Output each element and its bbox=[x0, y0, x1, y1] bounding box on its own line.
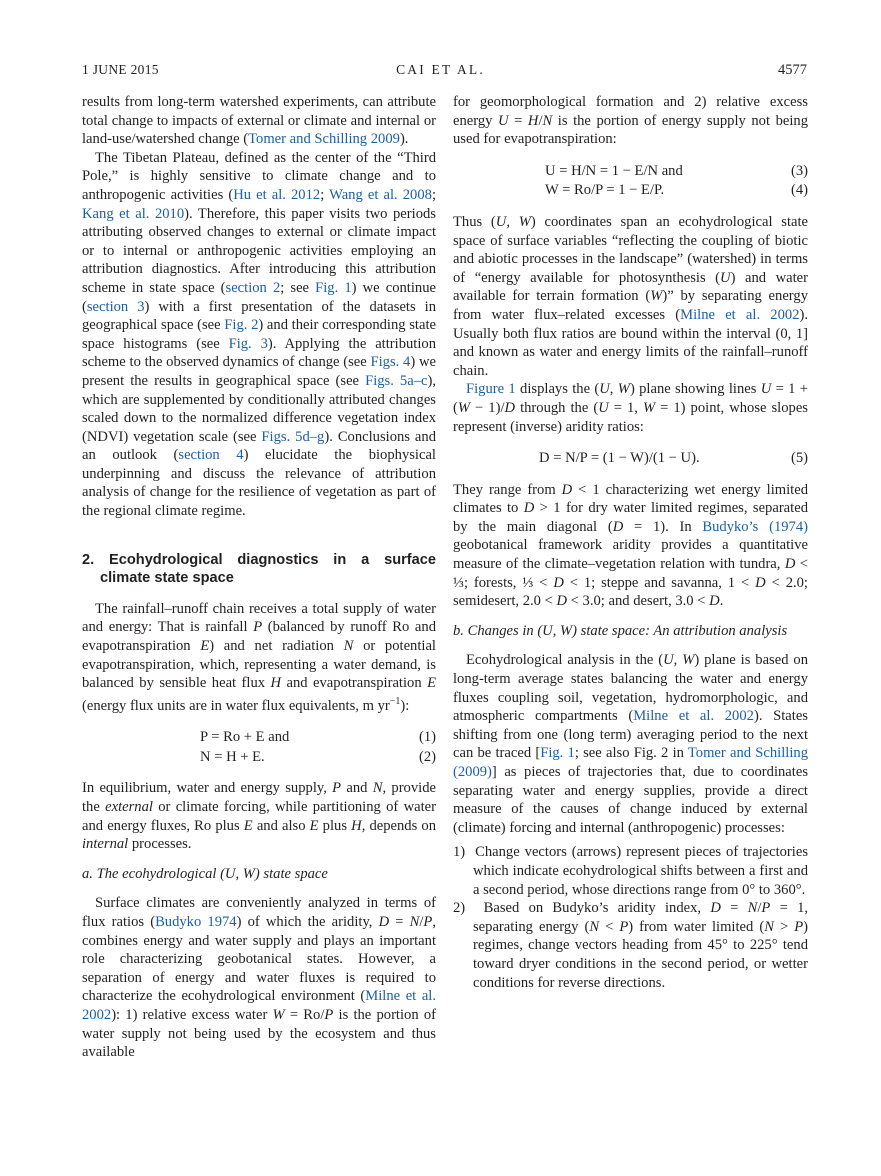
subsection-heading: b. Changes in (U, W) state space: An attribution analysis bbox=[453, 622, 788, 639]
italic-text: N bbox=[542, 112, 553, 129]
italic-text: W bbox=[682, 652, 695, 669]
text-run: < 1; steppe and savanna, 1 < bbox=[563, 574, 756, 591]
citation-link[interactable]: Figs. 5a–c bbox=[365, 372, 428, 389]
text-run: ) from water limited ( bbox=[628, 918, 765, 935]
paragraph bbox=[453, 380, 808, 436]
italic-text: D bbox=[504, 399, 516, 416]
text-run: or potential evapotranspiration, which, representing a water demand, is balanced by sensible heat flux bbox=[82, 638, 436, 692]
text-run: results from long-term watershed experiments, can attribute total change to impacts of external or climate and internal or land-use/watershed change ( bbox=[82, 94, 436, 148]
citation-link[interactable]: section 3 bbox=[86, 298, 145, 315]
text-run: 2) Based on Budyko’s aridity index, bbox=[453, 900, 711, 917]
italic-text: D bbox=[755, 574, 766, 591]
citation-link[interactable]: Budyko 1974 bbox=[155, 914, 237, 931]
italic-text: U bbox=[498, 112, 509, 129]
italic-text: D bbox=[553, 574, 564, 591]
text-run: / bbox=[419, 914, 424, 931]
text-run: , combines energy and water supply and plays an important role characterizing geobotanical states. However, a separation of energy and water fluxes is required to characterize the ecohydrological environment ( bbox=[82, 914, 436, 1005]
text-run: , provide the bbox=[82, 780, 436, 816]
text-run: ) with a first presentation of the datasets in geographical space (see bbox=[82, 298, 436, 334]
italic-text: D bbox=[561, 481, 573, 498]
text-run: ): 1) relative excess water bbox=[111, 1006, 273, 1023]
text-run: ) and net radiation bbox=[209, 638, 344, 655]
text-run: ) and their corresponding state space histograms (see bbox=[82, 317, 436, 352]
equation-2 bbox=[82, 748, 436, 767]
italic-text: E bbox=[309, 817, 319, 834]
text-run: < ⅓; forests, ⅓ < bbox=[453, 556, 808, 591]
text-run: / bbox=[538, 112, 543, 129]
text-run: ) and water available for terrain formation ( bbox=[453, 269, 808, 305]
italic-text: N bbox=[372, 780, 383, 797]
paragraph bbox=[82, 779, 436, 853]
text-run: ), which are supplemented by conditionally attributed changes scaled down to the normalized difference vegetation index (NDVI) vegetation scale (see bbox=[82, 372, 436, 445]
citation-link[interactable]: Figs. 5d–g bbox=[261, 428, 325, 445]
equation-number: (1) bbox=[418, 729, 436, 746]
text-run: ; bbox=[431, 186, 436, 203]
text-run: > 1 for dry water limited regimes, separated by the main diagonal ( bbox=[453, 500, 808, 535]
subsection-heading: a. The ecohydrological (U, W) state space bbox=[82, 865, 328, 882]
text-run: is the portion of energy supply not being used for evapotranspiration: bbox=[453, 112, 808, 148]
text-run: < bbox=[599, 918, 620, 935]
italic-text: N bbox=[764, 918, 774, 935]
running-head-authors: CAI ET AL. bbox=[396, 62, 485, 77]
italic-text: D bbox=[523, 500, 535, 517]
text-run: through the ( bbox=[515, 399, 599, 416]
text-run: , bbox=[609, 381, 618, 398]
text-run: processes. bbox=[128, 836, 192, 853]
citation-link[interactable]: Milne et al. 2002 bbox=[680, 306, 800, 323]
text-run: and bbox=[341, 780, 373, 797]
citation-link[interactable]: Fig. 3 bbox=[228, 335, 268, 352]
text-run: ). Usually both flux ratios are bound within the interval (0, 1] and known as water and energy limits of the rainfall–runoff chain. bbox=[453, 306, 808, 379]
italic-text: W bbox=[642, 399, 656, 416]
equation-3 bbox=[453, 162, 808, 181]
text-run: , depends on bbox=[361, 817, 436, 834]
text-run: = Ro/ bbox=[284, 1006, 325, 1023]
italic-text: P bbox=[619, 918, 629, 935]
italic-text: P bbox=[423, 914, 433, 931]
italic-text: W bbox=[518, 213, 531, 230]
italic-text: U bbox=[663, 652, 674, 669]
citation-link[interactable]: Milne et al. 2002 bbox=[633, 708, 754, 725]
text-run: ; see also Fig. 2 in bbox=[574, 745, 688, 762]
citation-link[interactable]: Wang et al. 2008 bbox=[329, 186, 432, 203]
paragraph bbox=[453, 651, 808, 837]
text-run: ) regimes, change vectors heading from 45° to 225° tend toward dryer conditions in the second period, or wetter conditions for reverse directions. bbox=[473, 918, 809, 991]
italic-text: U bbox=[760, 381, 772, 398]
citation-link[interactable]: Kang et al. 2010 bbox=[82, 205, 185, 222]
paragraph bbox=[82, 149, 436, 521]
italic-text: D bbox=[784, 556, 796, 573]
italic-text: U bbox=[599, 381, 610, 398]
text-run: In equilibrium, water and energy supply, bbox=[82, 780, 333, 797]
text-run: = 1 + ( bbox=[453, 381, 808, 416]
text-run: = bbox=[389, 914, 410, 931]
equation-body: N = H + E. bbox=[200, 748, 265, 765]
italic-text: E bbox=[200, 638, 210, 655]
right-column bbox=[453, 93, 808, 992]
text-run: ) elucidate the biophysical underpinning and discuss the relevance of attribution analysis of change for the resilience of vegetation as part of the regional climate regime. bbox=[82, 447, 436, 520]
italic-text: H bbox=[351, 817, 362, 834]
text-run: for geomorphological formation and 2) relative excess energy bbox=[453, 94, 808, 129]
italic-text: N bbox=[589, 918, 600, 935]
left-column bbox=[82, 93, 436, 1062]
section-heading: 2. Ecohydrological diagnostics in a surface climate state space bbox=[82, 551, 436, 587]
list-item bbox=[453, 843, 808, 899]
text-run: ). States shifting from one (long term) averaging period to the next can be traced [ bbox=[453, 708, 808, 762]
italic-text: D bbox=[612, 518, 624, 535]
text-run: geobotanical framework aridity provides a quantitative measure of the climate–vegetation relation with tundra, bbox=[453, 537, 808, 573]
equation-5 bbox=[453, 449, 808, 468]
equation-number: (4) bbox=[790, 182, 808, 199]
text-run: ): bbox=[400, 697, 410, 714]
text-run: They range from bbox=[453, 481, 562, 498]
italic-text: W bbox=[457, 399, 471, 416]
text-run: plus bbox=[318, 817, 352, 834]
italic-text: D bbox=[710, 900, 721, 917]
italic-text: W bbox=[617, 381, 630, 398]
paragraph bbox=[453, 481, 808, 611]
text-run: . bbox=[719, 593, 724, 610]
italic-text: N bbox=[409, 914, 420, 931]
italic-text: internal bbox=[82, 836, 129, 853]
text-run: , bbox=[673, 652, 683, 669]
equation-body: P = Ro + E and bbox=[200, 729, 290, 746]
text-run: ) coordinates span an ecohydrological state space of surface variables “reflecting the coupling of biotic and abiotic processes in the landscape” (watershed) in terms of “energy available for photosynthesis ( bbox=[453, 213, 809, 286]
italic-text: D bbox=[556, 593, 568, 610]
text-run: ). Therefore, this paper visits two periods attributing observed changes to external or climate impact or to internal or anthropogenic activities employing an attribution diagnostics. After introducing this attribution scheme in state space ( bbox=[82, 205, 436, 296]
text-run: ) we present the results in geographical space (see bbox=[82, 354, 436, 389]
text-run: displays the ( bbox=[515, 381, 600, 398]
text-run: < 1 characterizing wet energy limited climates to bbox=[453, 481, 808, 517]
italic-text: D bbox=[709, 593, 720, 610]
text-run: (balanced by runoff Ro and evapotranspiration bbox=[82, 619, 436, 655]
italic-text: N bbox=[343, 638, 354, 655]
running-head-date: 1 JUNE 2015 bbox=[82, 62, 159, 77]
text-run: The Tibetan Plateau, defined as the center of the “Third Pole,” is highly sensitive to climate change and to anthropogenic activities ( bbox=[82, 149, 436, 203]
paragraph bbox=[82, 600, 436, 715]
text-run: = 1) point, whose slopes represent (inverse) aridity ratios: bbox=[453, 399, 808, 435]
text-run: ; bbox=[320, 186, 330, 203]
text-run: = bbox=[720, 900, 748, 917]
text-run: = 1, separating energy ( bbox=[473, 900, 809, 935]
paragraph bbox=[82, 894, 436, 1061]
italic-text: U bbox=[720, 269, 731, 286]
citation-link[interactable]: Milne et al. 2002 bbox=[82, 988, 436, 1023]
equation-number: (2) bbox=[418, 748, 436, 765]
text-run: ) we continue ( bbox=[82, 279, 436, 315]
text-run: ; see bbox=[280, 279, 316, 296]
text-run: / bbox=[757, 900, 762, 917]
text-run: Thus ( bbox=[453, 213, 496, 230]
equation-body: D = N/P = (1 − W)/(1 − U). bbox=[539, 450, 700, 467]
text-run: < 2.0; semidesert, 2.0 < bbox=[453, 574, 808, 610]
equation-1 bbox=[82, 728, 436, 747]
italic-text: P bbox=[324, 1006, 334, 1023]
italic-text: W bbox=[650, 288, 663, 305]
italic-text: N bbox=[747, 900, 758, 917]
citation-link[interactable]: Tomer and Schilling (2009) bbox=[453, 745, 808, 780]
citation-link[interactable]: Figure 1 bbox=[466, 381, 516, 398]
italic-text: E bbox=[427, 675, 436, 692]
citation-link[interactable]: Budyko’s (1974) bbox=[702, 518, 808, 535]
text-run: ) plane is based on long-term average states balancing the water and energy fluxes coupling soil, vegetation, hydromorphologic, and atmospheric compartments ( bbox=[453, 652, 808, 725]
paragraph bbox=[453, 213, 808, 380]
page-number: 4577 bbox=[778, 62, 807, 78]
text-run: ). bbox=[399, 131, 409, 148]
text-run: or climate forcing, while partitioning of water and energy fluxes, Ro plus bbox=[82, 799, 436, 834]
text-run: is the portion of water supply not being used by the ecosystem and thus available bbox=[82, 1006, 436, 1061]
text-run: Surface climates are conveniently analyzed in terms of flux ratios ( bbox=[82, 895, 436, 931]
text-run: (energy flux units are in water flux equivalents, m yr bbox=[82, 697, 390, 714]
equation-number: (3) bbox=[790, 162, 808, 179]
citation-link[interactable]: Figs. 4 bbox=[370, 354, 411, 371]
text-run: The rainfall–runoff chain receives a total supply of water and energy: That is rainfall bbox=[82, 600, 436, 636]
italic-text: P bbox=[332, 780, 342, 797]
italic-text: P bbox=[794, 918, 804, 935]
text-run: ). Applying the attribution scheme to the observed dynamics of change (see bbox=[82, 335, 436, 371]
text-run: − 1)/ bbox=[470, 399, 505, 416]
italic-text: U bbox=[598, 399, 609, 416]
text-run: = 1). In bbox=[623, 518, 703, 535]
italic-text: H bbox=[527, 112, 539, 129]
text-run: < 3.0; and desert, 3.0 < bbox=[567, 593, 710, 610]
italic-text: W bbox=[272, 1006, 285, 1023]
text-run: > bbox=[773, 918, 795, 935]
italic-text: H bbox=[270, 675, 282, 692]
text-run: ). Conclusions and an outlook ( bbox=[82, 428, 436, 464]
list-item bbox=[453, 899, 808, 992]
text-run: = bbox=[508, 112, 528, 129]
text-run: )” by separating energy from water flux–related excesses ( bbox=[453, 288, 808, 323]
text-run: and also bbox=[252, 817, 310, 834]
superscript: −1 bbox=[389, 695, 401, 707]
italic-text: E bbox=[243, 817, 253, 834]
text-run: , bbox=[506, 213, 519, 230]
equation-body: W = Ro/P = 1 − E/P. bbox=[545, 182, 665, 199]
paragraph bbox=[82, 93, 436, 149]
equation-4 bbox=[453, 181, 808, 200]
italic-text: P bbox=[761, 900, 771, 917]
text-run: ] as pieces of trajectories that, due to coordinates separating water and energy supplies, provide a direct measure of the causes of change induced by external (climate) forcing and internal (anthropogenic) processes: bbox=[453, 764, 808, 836]
citation-link[interactable]: section 4 bbox=[178, 447, 244, 464]
italic-text: P bbox=[253, 619, 263, 636]
italic-text: external bbox=[105, 799, 153, 816]
text-run: Ecohydrological analysis in the ( bbox=[466, 652, 664, 669]
text-run: and evapotranspiration bbox=[281, 675, 428, 692]
citation-link[interactable]: Fig. 1 bbox=[315, 279, 352, 296]
citation-link[interactable]: Hu et al. 2012 bbox=[233, 186, 321, 203]
citation-link[interactable]: section 2 bbox=[225, 279, 281, 296]
citation-link[interactable]: Fig. 1 bbox=[540, 745, 575, 762]
text-run: 1) Change vectors (arrows) represent pieces of trajectories which indicate ecohydrological shifts between a first and a second period, whose directions range from 0° to 360°. bbox=[453, 844, 808, 898]
citation-link[interactable]: Fig. 2 bbox=[224, 317, 259, 334]
italic-text: U bbox=[495, 213, 507, 230]
citation-link[interactable]: Tomer and Schilling 2009 bbox=[248, 131, 400, 148]
equation-body: U = H/N = 1 − E/N and bbox=[545, 162, 683, 179]
text-run: = 1, bbox=[608, 399, 643, 416]
paragraph bbox=[453, 93, 808, 149]
italic-text: D bbox=[378, 914, 390, 931]
text-run: ) of which the aridity, bbox=[236, 914, 379, 931]
equation-number: (5) bbox=[790, 450, 808, 467]
text-run: ) plane showing lines bbox=[629, 381, 761, 398]
